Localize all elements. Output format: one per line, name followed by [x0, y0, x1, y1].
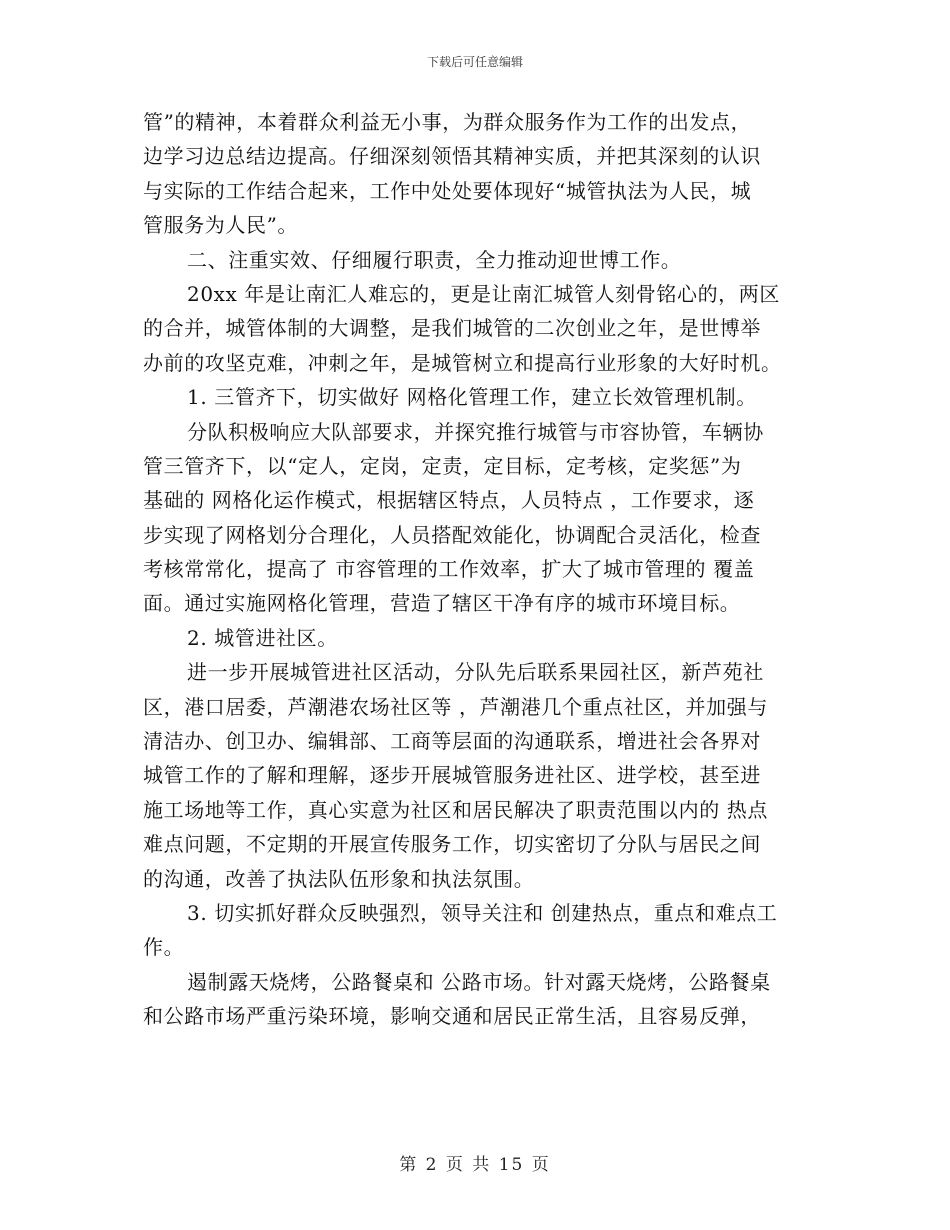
- text-line: 3. 切实抓好群众反映强烈，领导关注和 创建热点，重点和难点工: [187, 900, 778, 925]
- text-line: 办前的攻坚克难，冲刺之年，是城管树立和提高行业形象的大好时机。: [143, 350, 782, 375]
- text-line: 施工场地等工作，真心实意为社区和居民解决了职责范围以内的 热点: [143, 797, 768, 822]
- text-line: 和公路市场严重污染环境，影响交通和居民正常生活，且容易反弹，: [143, 1004, 761, 1029]
- page-number: 第 2 页 共 15 页: [399, 1155, 551, 1175]
- text-line: 难点问题，不定期的开展宣传服务工作，切实密切了分队与居民之间: [143, 832, 761, 857]
- text-line: 分队积极响应大队部要求，并探究推行城管与市容协管，车辆协: [187, 419, 764, 444]
- text-line: 二、注重实效、仔细履行职责，全力推动迎世博工作。: [187, 247, 682, 272]
- document-body: [143, 105, 811, 1034]
- text-line: 进一步开展城管进社区活动，分队先后联系果园社区，新芦苑社: [187, 660, 764, 685]
- text-line: 作。: [143, 935, 185, 960]
- text-line: 的沟通，改善了执法队伍形象和执法氛围。: [143, 866, 535, 891]
- text-line: 考核常常化，提高了 市容管理的工作效率，扩大了城市管理的 覆盖: [143, 557, 755, 582]
- text-line: 遏制露天烧烤，公路餐桌和 公路市场。针对露天烧烤，公路餐桌: [187, 969, 771, 994]
- text-line: 清洁办、创卫办、编辑部、工商等层面的沟通联系，增进社会各界对: [143, 729, 761, 754]
- text-line: 2. 城管进社区。: [187, 625, 338, 650]
- text-line: 管服务为人民”。: [143, 213, 299, 238]
- text-line: 20xx 年是让南汇人难忘的，更是让南汇城管人刻骨铭心的，两区: [187, 281, 780, 306]
- text-line: 边学习边总结边提高。仔细深刻领悟其精神实质，并把其深刻的认识: [143, 144, 761, 169]
- text-line: 的合并，城管体制的大调整，是我们城管的二次创业之年，是世博举: [143, 316, 761, 341]
- text-line: 管三管齐下，以“定人，定岗，定责，定目标，定考核，定奖惩”为: [143, 453, 742, 478]
- text-line: 与实际的工作结合起来，工作中处处要体现好“城管执法为人民，城: [143, 178, 752, 203]
- text-line: 区，港口居委，芦潮港农场社区等 ，芦潮港几个重点社区，并加强与: [143, 694, 768, 719]
- text-line: 1. 三管齐下，切实做好 网格化管理工作，建立长效管理机制。: [187, 385, 757, 410]
- text-line: 基础的 网格化运作模式，根据辖区特点，人员特点 ，工作要求，逐: [143, 488, 755, 513]
- text-line: 步实现了网格划分合理化，人员搭配效能化，协调配合灵活化，检查: [143, 522, 761, 547]
- text-line: 面。通过实施网格化管理，营造了辖区干净有序的城市环境目标。: [143, 591, 741, 616]
- text-line: 管”的精神，本着群众利益无小事，为群众服务作为工作的出发点，: [143, 110, 752, 134]
- page-header-note: 下载后可任意编辑: [426, 55, 523, 69]
- text-line: 城管工作的了解和理解，逐步开展城管服务进社区、进学校，甚至进: [143, 763, 761, 788]
